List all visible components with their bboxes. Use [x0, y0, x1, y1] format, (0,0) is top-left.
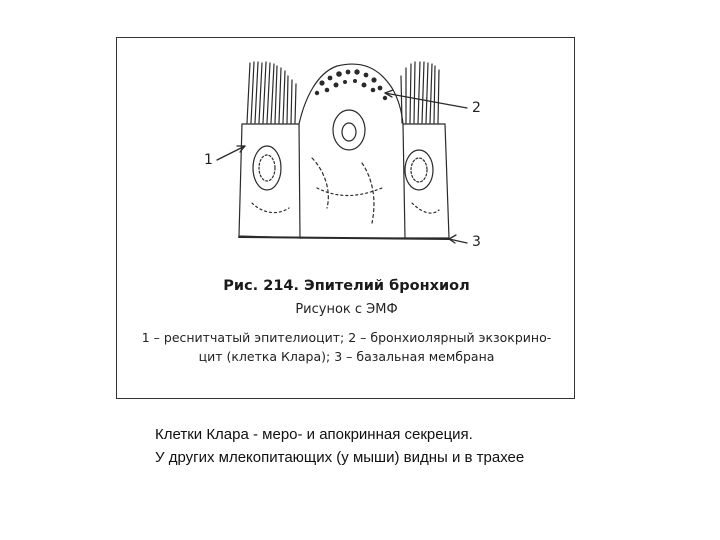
figure-frame	[116, 37, 575, 399]
figure-title: Рис. 214. Эпителий бронхиол	[223, 278, 470, 294]
callout-3: 3	[472, 234, 481, 250]
figure-legend	[129, 328, 564, 366]
figure-subtitle: Рисунок с ЭМФ	[295, 302, 398, 317]
slide-caption	[155, 423, 655, 469]
legend-line-1: 1 – реснитчатый эпителиоцит; 2 – бронхиолярный экзокрино-	[141, 330, 552, 345]
bronchiole-epithelium-drawing	[117, 38, 576, 298]
caption-line-1: Клетки Клара - меро- и апокринная секреция.	[155, 426, 473, 443]
callout-2: 2	[472, 100, 481, 116]
legend-line-2: цит (клетка Клара); 3 – базальная мембрана	[198, 349, 495, 364]
callout-1: 1	[204, 152, 213, 168]
caption-line-2: У других млекопитающих (у мыши) видны и в трахее	[155, 449, 525, 466]
